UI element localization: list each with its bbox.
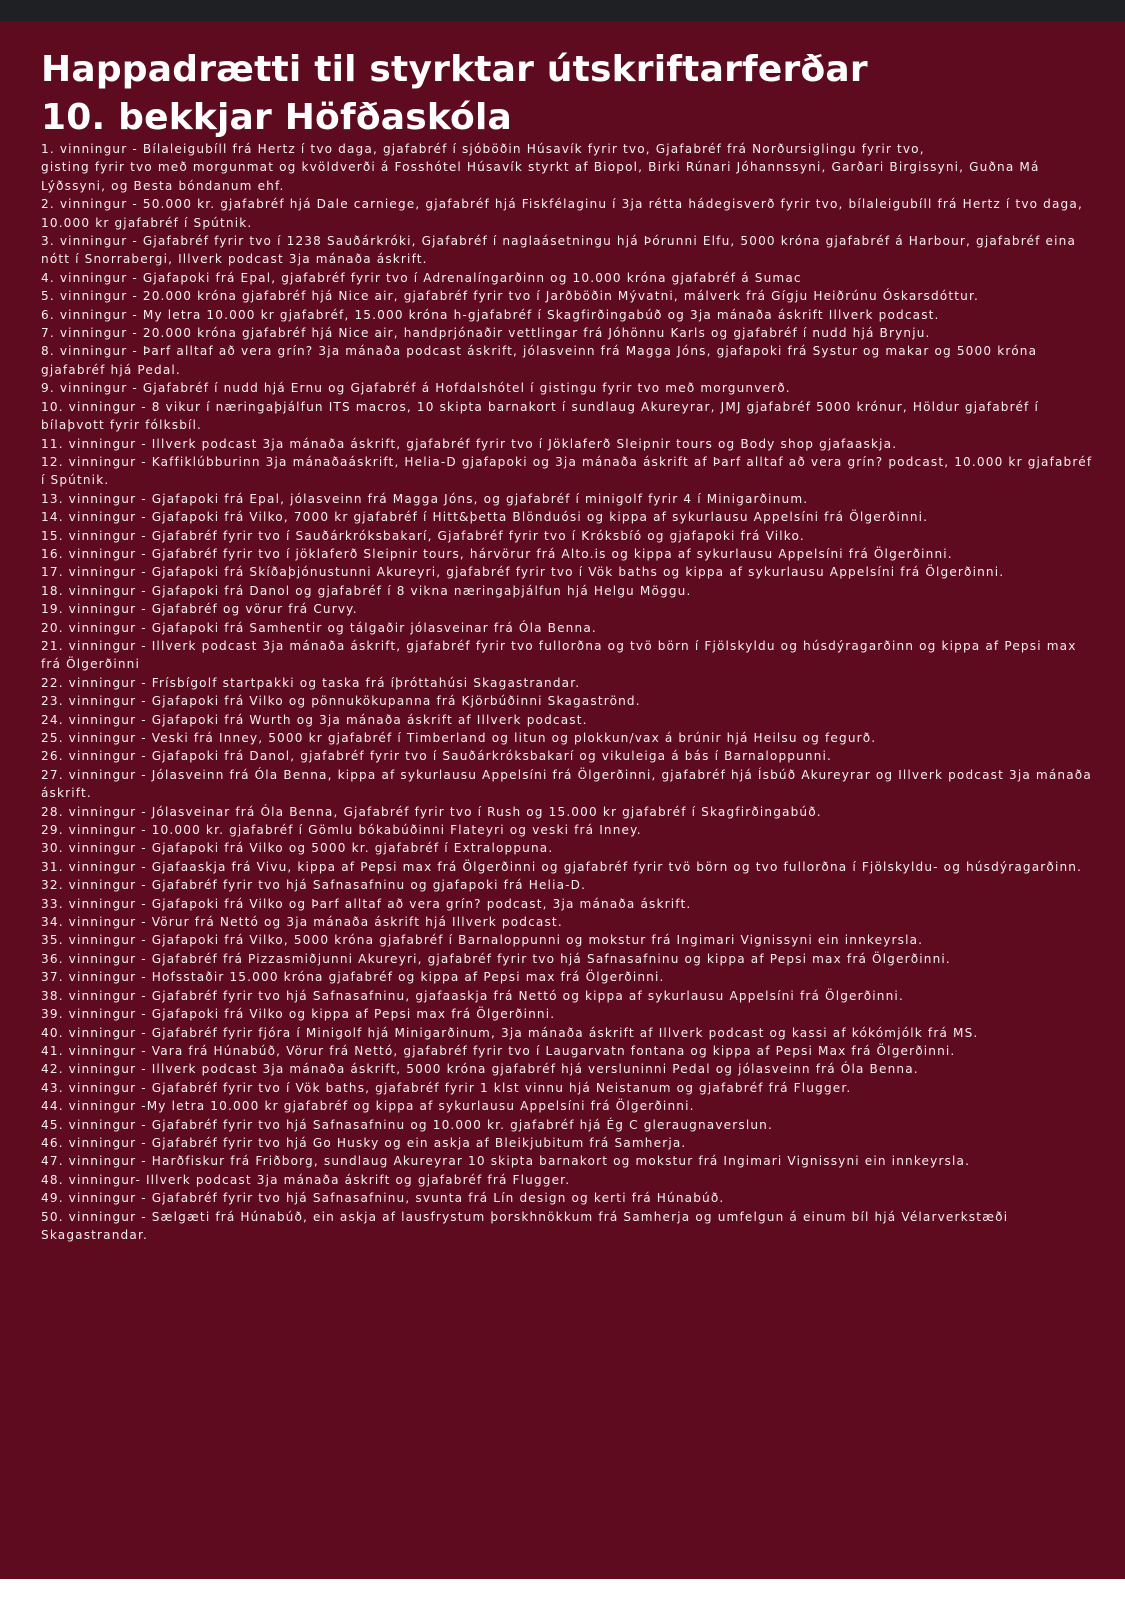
prize-item: 16. vinningur - Gjafabréf fyrir tvo í jöklaferð Sleipnir tours, hárvörur frá Alto.is og kippa af sykurlausu Appelsíni frá Ölgerðinni.	[41, 546, 953, 561]
prize-item: 3. vinningur - Gjafabréf fyrir tvo í 1238 Sauðárkróki, Gjafabréf í naglaásetningu hjá Þórunni Elfu, 5000 króna gjafabréf á Harbour, gjafabréf eina nótt í Snorrabergi, Illverk podcast 3ja mánaða áskrift.	[41, 234, 1077, 267]
raffle-poster	[0, 21, 1125, 1579]
prize-item: 2. vinningur - 50.000 kr. gjafabréf hjá Dale carniege, gjafabréf hjá Fiskfélaginu í 3ja rétta hádegisverð fyrir tvo, bílaleigubíll frá Hertz í tvo daga, 10.000 kr gjafabréf í Spútnik.	[41, 197, 1083, 230]
prize-item: 17. vinningur - Gjafapoki frá Skíðaþjónustunni Akureyri, gjafabréf fyrir tvo í Vök baths og kippa af sykurlausu Appelsíni frá Ölgerðinni.	[41, 565, 1005, 580]
poster-title-line-1: Happadrætti til styrktar útskriftarferðar	[41, 49, 868, 90]
prize-item: 49. vinningur - Gjafabréf fyrir tvo hjá Safnasafninu, svunta frá Lín design og kerti frá Húnabúð.	[41, 1191, 725, 1206]
prize-item: 50. vinningur - Sælgæti frá Húnabúð, ein askja af lausfrystum þorskhnökkum frá Samherja og umfelgun á einum bíl hjá Vélarverkstæði Skagastrandar.	[41, 1209, 1009, 1242]
prize-item: 30. vinningur - Gjafapoki frá Vilko og 5000 kr. gjafabréf í Extraloppuna.	[41, 841, 554, 856]
prize-item: 39. vinningur - Gjafapoki frá Vilko og kippa af Pepsi max frá Ölgerðinni.	[41, 1007, 556, 1022]
prize-item: 1. vinningur - Bílaleigubíll frá Hertz í tvo daga, gjafabréf í sjóböðin Húsavík fyrir tvo, Gjafabréf frá Norðursiglingu fyrir tvo,	[41, 142, 925, 156]
prize-item: 28. vinningur - Jólasveinar frá Óla Benna, Gjafabréf fyrir tvo í Rush og 15.000 kr gjafabréf í Skagfirðingabúð.	[41, 804, 822, 819]
prize-item: 41. vinningur - Vara frá Húnabúð, Vörur frá Nettó, gjafabréf fyrir tvo í Laugarvatn fontana og kippa af Pepsi Max frá Ölgerðinni.	[41, 1043, 956, 1058]
prize-item: 21. vinningur - Illverk podcast 3ja mánaða áskrift, gjafabréf fyrir tvo fullorðna og tvö börn í Fjölskyldu og húsdýragarðinn og kippa af Pepsi max frá Ölgerðinni	[41, 638, 1077, 672]
prize-item: 44. vinningur -My letra 10.000 kr gjafabréf og kippa af sykurlausu Appelsíni frá Ölgerðinni.	[41, 1099, 695, 1114]
prize-item: 33. vinningur - Gjafapoki frá Vilko og Þarf alltaf að vera grín? podcast, 3ja mánaða áskrift.	[41, 896, 692, 911]
prize-item: 14. vinningur - Gjafapoki frá Vilko, 7000 kr gjafabréf í Hitt&þetta Blönduósi og kippa af sykurlausu Appelsíni frá Ölgerðinni.	[41, 510, 929, 525]
prize-item: 18. vinningur - Gjafapoki frá Danol og gjafabréf í 8 vikna næringaþjálfun hjá Helgu Möggu.	[41, 583, 692, 598]
prize-item: 7. vinningur - 20.000 króna gjafabréf hjá Nice air, handprjónaðir vettlingar frá Jóhönnu Karls og gjafabréf í nudd hjá Brynju.	[41, 326, 931, 341]
prize-item: 45. vinningur - Gjafabréf fyrir tvo hjá Safnasafninu og 10.000 kr. gjafabréf hjá Ég C gleraugnaverslun.	[41, 1117, 773, 1132]
prize-item: 19. vinningur - Gjafabréf og vörur frá Curvy.	[41, 602, 358, 617]
prize-item: 40. vinningur - Gjafabréf fyrir fjóra í Minigolf hjá Minigarðinum, 3ja mánaða áskrift af Illverk podcast og kassi af kókómjólk frá MS.	[41, 1025, 979, 1040]
prize-item: 37. vinningur - Hofsstaðir 15.000 króna gjafabréf og kippa af Pepsi max frá Ölgerðinni.	[41, 970, 665, 985]
prize-item: 5. vinningur - 20.000 króna gjafabréf hjá Nice air, gjafabréf fyrir tvo í Jarðböðin Mývatni, málverk frá Gígju Heiðrúnu Óskarsdóttur.	[41, 289, 979, 304]
prize-item: 15. vinningur - Gjafabréf fyrir tvo í Sauðárkróksbakarí, Gjafabréf fyrir tvo í Króksbíó og gjafapoki frá Vilko.	[41, 528, 805, 543]
prize-item: 22. vinningur - Frísbígolf startpakki og taska frá íþróttahúsi Skagastrandar.	[41, 675, 581, 690]
prize-item: 4. vinningur - Gjafapoki frá Epal, gjafabréf fyrir tvo í Adrenalíngarðinn og 10.000 króna gjafabréf á Sumac	[41, 270, 802, 285]
prize-item: 26. vinningur - Gjafapoki frá Danol, gjafabréf fyrir tvo í Sauðárkróksbakarí og vikuleiga á bás í Barnaloppunni.	[41, 749, 833, 764]
poster-title	[41, 46, 1081, 142]
prize-item: 38. vinningur - Gjafabréf fyrir tvo hjá Safnasafninu, gjafaaskja frá Nettó og kippa af sykurlausu Appelsíni frá Ölgerðinni.	[41, 988, 904, 1003]
prize-list	[41, 140, 1097, 1244]
prize-item: 10. vinningur - 8 vikur í næringaþjálfun ITS macros, 10 skipta barnakort í sundlaug Akureyrar, JMJ gjafabréf 5000 krónur, Höldur gjafabréf í bílaþvott fyrir fólksbíl.	[41, 399, 1039, 433]
prize-item: 36. vinningur - Gjafabréf frá Pizzasmiðjunni Akureyri, gjafabréf fyrir tvo hjá Safnasafninu og kippa af Pepsi max frá Ölgerðinni.	[41, 951, 951, 966]
prize-item: 6. vinningur - My letra 10.000 kr gjafabréf, 15.000 króna h-gjafabréf í Skagfirðingabúð og 3ja mánaða áskrift Illverk podcast.	[41, 307, 940, 322]
prize-item: 48. vinningur- Illverk podcast 3ja mánaða áskrift og gjafabréf frá Flugger.	[41, 1172, 571, 1187]
prize-item: 43. vinningur - Gjafabréf fyrir tvo í Vök baths, gjafabréf fyrir 1 klst vinnu hjá Neistanum og gjafabréf frá Flugger.	[41, 1080, 852, 1095]
bottom-margin	[0, 1579, 1125, 1605]
prize-item: 35. vinningur - Gjafapoki frá Vilko, 5000 króna gjafabréf í Barnaloppunni og mokstur frá Ingimari Vignissyni ein innkeyrsla.	[41, 933, 924, 948]
top-status-bar	[0, 0, 1125, 21]
prize-item: gisting fyrir tvo með morgunmat og kvöldverði á Fosshótel Húsavík styrkt af Biopol, Birki Rúnari Jóhannssyni, Garðari Birgissyni, Guðna Má Lýðssyni, og Besta bóndanum ehf.	[41, 160, 1040, 193]
prize-item: 12. vinningur - Kaffiklúbburinn 3ja mánaðaáskrift, Helia-D gjafapoki og 3ja mánaða áskrift af Þarf alltaf að vera grín? podcast, 10.000 kr gjafabréf í Spútnik.	[41, 454, 1093, 488]
prize-item: 32. vinningur - Gjafabréf fyrir tvo hjá Safnasafninu og gjafapoki frá Helia-D.	[41, 878, 587, 893]
prize-item: 9. vinningur - Gjafabréf í nudd hjá Ernu og Gjafabréf á Hofdalshótel í gistingu fyrir tvo með morgunverð.	[41, 381, 791, 396]
prize-item: 42. vinningur - Illverk podcast 3ja mánaða áskrift, 5000 króna gjafabréf hjá versluninni Pedal og jólasveinn frá Óla Benna.	[41, 1062, 919, 1077]
prize-item: 27. vinningur - Jólasveinn frá Óla Benna, kippa af sykurlausu Appelsíni frá Ölgerðinni, gjafabréf hjá Ísbúð Akureyrar og Illverk podcast 3ja mánaða áskrift.	[41, 767, 1092, 801]
prize-item: 23. vinningur - Gjafapoki frá Vilko og pönnukökupanna frá Kjörbúðinni Skagaströnd.	[41, 694, 641, 709]
prize-item: 31. vinningur - Gjafaaskja frá Vivu, kippa af Pepsi max frá Ölgerðinni og gjafabréf fyrir tvö börn og tvo fullorðna í Fjölskyldu- og húsdýragarðinn.	[41, 859, 1083, 874]
prize-item: 25. vinningur - Veski frá Inney, 5000 kr gjafabréf í Timberland og litun og plokkun/vax á brúnir hjá Heilsu og fegurð.	[41, 731, 877, 745]
poster-title-line-2: 10. bekkjar Höfðaskóla	[41, 97, 513, 138]
prize-item: 11. vinningur - Illverk podcast 3ja mánaða áskrift, gjafabréf fyrir tvo í Jöklaferð Sleipnir tours og Body shop gjafaaskja.	[41, 436, 898, 451]
prize-item: 20. vinningur - Gjafapoki frá Samhentir og tálgaðir jólasveinar frá Óla Benna.	[41, 620, 597, 635]
prize-item: 34. vinningur - Vörur frá Nettó og 3ja mánaða áskrift hjá Illverk podcast.	[41, 915, 563, 930]
prize-item: 24. vinningur - Gjafapoki frá Wurth og 3ja mánaða áskrift af Illverk podcast.	[41, 712, 588, 727]
prize-item: 47. vinningur - Harðfiskur frá Friðborg, sundlaug Akureyrar 10 skipta barnakort og mokstur frá Ingimari Vignissyni ein innkeyrsla.	[41, 1154, 971, 1169]
prize-item: 13. vinningur - Gjafapoki frá Epal, jólasveinn frá Magga Jóns, og gjafabréf í minigolf fyrir 4 í Minigarðinum.	[41, 491, 809, 506]
prize-item: 46. vinningur - Gjafabréf fyrir tvo hjá Go Husky og ein askja af Bleikjubitum frá Samherja.	[41, 1135, 687, 1150]
prize-item: 29. vinningur - 10.000 kr. gjafabréf í Gömlu bókabúðinni Flateyri og veski frá Inney.	[41, 823, 642, 838]
prize-item: 8. vinningur - Þarf alltaf að vera grín? 3ja mánaða podcast áskrift, jólasveinn frá Magga Jóns, gjafapoki frá Systur og makar og 5000 króna gjafabréf hjá Pedal.	[41, 344, 1038, 377]
